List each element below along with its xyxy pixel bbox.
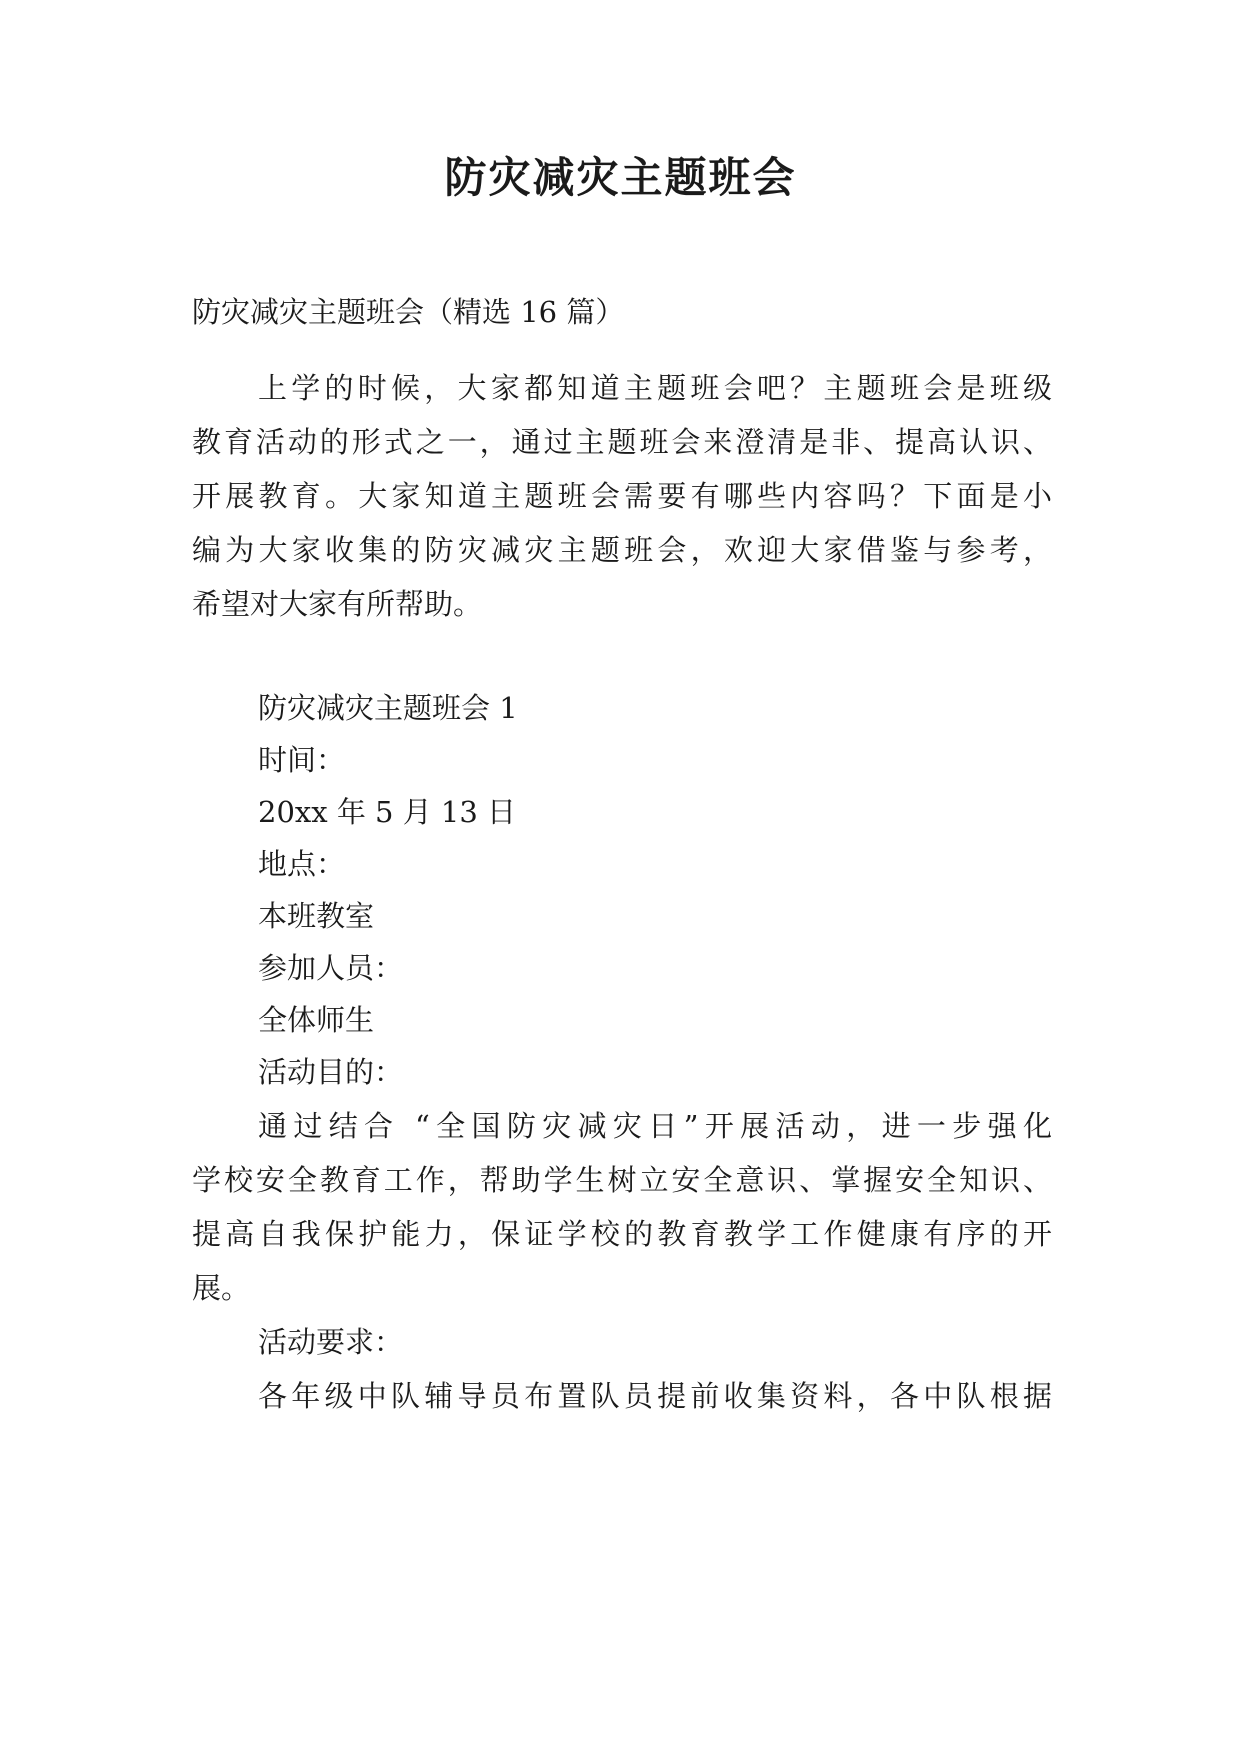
requirements-line: 各年级中队辅导员布置队员提前收集资料，各中队根据 [258, 1379, 1052, 1413]
purpose-label: 活动目的： [258, 1055, 404, 1089]
participants-label: 参加人员： [258, 951, 404, 985]
intro-line: 上学的时候，大家都知道主题班会吧？主题班会是班级 [258, 371, 1052, 405]
purpose-line: 展。 [192, 1271, 251, 1305]
participants-value: 全体师生 [258, 1003, 375, 1037]
purpose-line: 通过结合 “全国防灾减灾日”开展活动，进一步强化 [258, 1109, 1052, 1143]
intro-line: 开展教育。大家知道主题班会需要有哪些内容吗？下面是小 [192, 479, 1052, 513]
purpose-line: 学校安全教育工作，帮助学生树立安全意识、掌握安全知识、 [192, 1163, 1052, 1197]
document-title: 防灾减灾主题班会 [444, 153, 797, 202]
place-value: 本班教室 [258, 899, 375, 933]
document-subtitle: 防灾减灾主题班会（精选 16 篇） [192, 295, 625, 329]
requirements-label: 活动要求： [258, 1325, 404, 1359]
purpose-line: 提高自我保护能力，保证学校的教育教学工作健康有序的开 [192, 1217, 1052, 1251]
intro-line: 编为大家收集的防灾减灾主题班会，欢迎大家借鉴与参考， [192, 533, 1052, 567]
time-value: 20xx 年 5 月 13 日 [258, 795, 517, 829]
intro-line: 希望对大家有所帮助。 [192, 587, 483, 621]
time-label: 时间： [258, 743, 346, 777]
intro-line: 教育活动的形式之一，通过主题班会来澄清是非、提高认识、 [192, 425, 1052, 459]
section-heading: 防灾减灾主题班会 1 [258, 691, 518, 725]
place-label: 地点： [258, 847, 346, 881]
